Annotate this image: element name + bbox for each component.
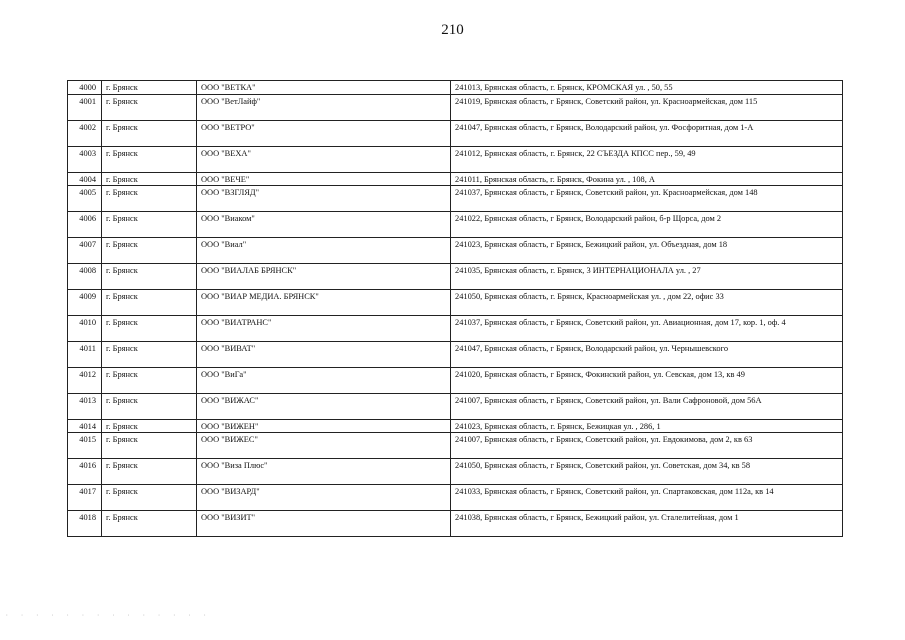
table-row xyxy=(68,186,843,212)
row-number-cell: 4018 xyxy=(68,511,102,537)
table-row xyxy=(68,511,843,537)
table-row xyxy=(68,485,843,511)
row-city-cell: г. Брянск xyxy=(102,342,197,368)
row-city-cell: г. Брянск xyxy=(102,81,197,95)
row-address-cell: 241037, Брянская область, г Брянск, Советский район, ул. Авиационная, дом 17, кор. 1, оф. 4 xyxy=(451,316,843,342)
row-company-name-cell: ООО "Виаком" xyxy=(197,212,451,238)
row-company-name-cell: ООО "ВИАР МЕДИА. БРЯНСК" xyxy=(197,290,451,316)
row-address-cell: 241038, Брянская область, г Брянск, Бежицкий район, ул. Сталелитейная, дом 1 xyxy=(451,511,843,537)
row-company-name-cell: ООО "Виал" xyxy=(197,238,451,264)
row-address-cell: 241013, Брянская область, г. Брянск, КРОМСКАЯ ул. , 50, 55 xyxy=(451,81,843,95)
row-address-cell: 241012, Брянская область, г. Брянск, 22 СЪЕЗДА КПСС пер., 59, 49 xyxy=(451,147,843,173)
row-address-cell: 241020, Брянская область, г Брянск, Фокинский район, ул. Севская, дом 13, кв 49 xyxy=(451,368,843,394)
row-number-cell: 4017 xyxy=(68,485,102,511)
row-city-cell: г. Брянск xyxy=(102,186,197,212)
row-city-cell: г. Брянск xyxy=(102,459,197,485)
row-city-cell: г. Брянск xyxy=(102,485,197,511)
table-row xyxy=(68,238,843,264)
row-city-cell: г. Брянск xyxy=(102,420,197,433)
row-address-cell: 241007, Брянская область, г Брянск, Советский район, ул. Вали Сафроновой, дом 56А xyxy=(451,394,843,420)
row-company-name-cell: ООО "ВИВАТ" xyxy=(197,342,451,368)
table-row xyxy=(68,394,843,420)
row-city-cell: г. Брянск xyxy=(102,290,197,316)
row-number-cell: 4001 xyxy=(68,95,102,121)
row-address-cell: 241023, Брянская область, г Брянск, Бежицкий район, ул. Объездная, дом 18 xyxy=(451,238,843,264)
table-row xyxy=(68,342,843,368)
page-number: 210 xyxy=(441,22,464,38)
row-city-cell: г. Брянск xyxy=(102,212,197,238)
table-row xyxy=(68,121,843,147)
row-number-cell: 4014 xyxy=(68,420,102,433)
row-number-cell: 4009 xyxy=(68,290,102,316)
row-company-name-cell: ООО "ВИЗАРД" xyxy=(197,485,451,511)
row-city-cell: г. Брянск xyxy=(102,238,197,264)
table-row xyxy=(68,147,843,173)
row-address-cell: 241022, Брянская область, г Брянск, Володарский район, б-р Щорса, дом 2 xyxy=(451,212,843,238)
row-address-cell: 241050, Брянская область, г Брянск, Советский район, ул. Советская, дом 34, кв 58 xyxy=(451,459,843,485)
table-row xyxy=(68,212,843,238)
row-number-cell: 4012 xyxy=(68,368,102,394)
row-number-cell: 4003 xyxy=(68,147,102,173)
row-company-name-cell: ООО "ВЕХА" xyxy=(197,147,451,173)
table-row xyxy=(68,420,843,433)
row-city-cell: г. Брянск xyxy=(102,121,197,147)
row-city-cell: г. Брянск xyxy=(102,95,197,121)
row-city-cell: г. Брянск xyxy=(102,316,197,342)
row-address-cell: 241050, Брянская область, г. Брянск, Красноармейская ул. , дом 22, офис 33 xyxy=(451,290,843,316)
registry-table xyxy=(67,80,843,537)
row-city-cell: г. Брянск xyxy=(102,173,197,186)
table-row xyxy=(68,81,843,95)
row-company-name-cell: ООО "Виза Плюс" xyxy=(197,459,451,485)
table-row xyxy=(68,316,843,342)
row-company-name-cell: ООО "ВиГа" xyxy=(197,368,451,394)
row-company-name-cell: ООО "ВетЛайф" xyxy=(197,95,451,121)
row-number-cell: 4006 xyxy=(68,212,102,238)
row-address-cell: 241007, Брянская область, г Брянск, Советский район, ул. Евдокимова, дом 2, кв 63 xyxy=(451,433,843,459)
row-number-cell: 4008 xyxy=(68,264,102,290)
row-address-cell: 241033, Брянская область, г Брянск, Советский район, ул. Спартаковская, дом 112а, кв 14 xyxy=(451,485,843,511)
row-number-cell: 4007 xyxy=(68,238,102,264)
row-company-name-cell: ООО "ВИАТРАНС" xyxy=(197,316,451,342)
row-city-cell: г. Брянск xyxy=(102,394,197,420)
row-city-cell: г. Брянск xyxy=(102,264,197,290)
row-city-cell: г. Брянск xyxy=(102,147,197,173)
row-number-cell: 4016 xyxy=(68,459,102,485)
table-row xyxy=(68,459,843,485)
row-address-cell: 241047, Брянская область, г Брянск, Володарский район, ул. Чернышевского xyxy=(451,342,843,368)
row-company-name-cell: ООО "ВЕЧЕ" xyxy=(197,173,451,186)
scan-artifact: · · · · · · · · · · · · · · xyxy=(5,612,211,619)
row-address-cell: 241037, Брянская область, г Брянск, Советский район, ул. Красноармейская, дом 148 xyxy=(451,186,843,212)
row-company-name-cell: ООО "ВИЗИТ" xyxy=(197,511,451,537)
row-number-cell: 4015 xyxy=(68,433,102,459)
row-company-name-cell: ООО "ВИЖЕС" xyxy=(197,433,451,459)
table-row xyxy=(68,173,843,186)
row-address-cell: 241047, Брянская область, г Брянск, Володарский район, ул. Фосфоритная, дом 1-А xyxy=(451,121,843,147)
row-number-cell: 4013 xyxy=(68,394,102,420)
registry-table-body xyxy=(68,81,843,537)
row-company-name-cell: ООО "ВИАЛАБ БРЯНСК" xyxy=(197,264,451,290)
row-city-cell: г. Брянск xyxy=(102,433,197,459)
row-address-cell: 241035, Брянская область, г. Брянск, 3 ИНТЕРНАЦИОНАЛА ул. , 27 xyxy=(451,264,843,290)
row-number-cell: 4005 xyxy=(68,186,102,212)
row-number-cell: 4011 xyxy=(68,342,102,368)
row-company-name-cell: ООО "ВЗГЛЯД" xyxy=(197,186,451,212)
row-address-cell: 241019, Брянская область, г Брянск, Советский район, ул. Красноармейская, дом 115 xyxy=(451,95,843,121)
row-number-cell: 4004 xyxy=(68,173,102,186)
row-address-cell: 241023, Брянская область, г. Брянск, Бежицкая ул. , 286, 1 xyxy=(451,420,843,433)
row-company-name-cell: ООО "ВИЖАС" xyxy=(197,394,451,420)
table-row xyxy=(68,368,843,394)
table-row xyxy=(68,433,843,459)
row-number-cell: 4010 xyxy=(68,316,102,342)
row-company-name-cell: ООО "ВЕТКА" xyxy=(197,81,451,95)
row-city-cell: г. Брянск xyxy=(102,368,197,394)
row-city-cell: г. Брянск xyxy=(102,511,197,537)
table-row xyxy=(68,95,843,121)
row-company-name-cell: ООО "ВЕТРО" xyxy=(197,121,451,147)
table-row xyxy=(68,264,843,290)
row-address-cell: 241011, Брянская область, г. Брянск, Фокина ул. , 108, А xyxy=(451,173,843,186)
row-number-cell: 4002 xyxy=(68,121,102,147)
table-row xyxy=(68,290,843,316)
row-number-cell: 4000 xyxy=(68,81,102,95)
row-company-name-cell: ООО "ВИЖЕН" xyxy=(197,420,451,433)
